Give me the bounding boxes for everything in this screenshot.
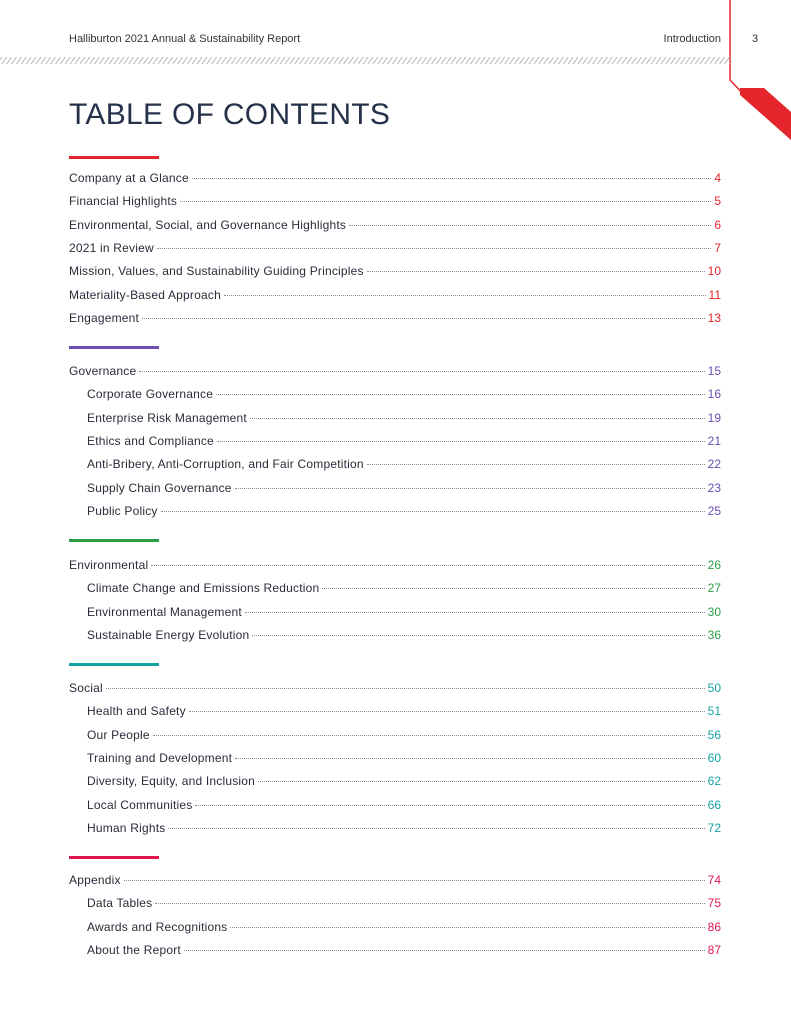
toc-entry-page-number: 5 <box>714 194 721 209</box>
toc-entry-label: Environmental <box>69 558 149 572</box>
toc-entry-label: Sustainable Energy Evolution <box>87 627 250 642</box>
toc-dot-leader <box>216 394 705 395</box>
toc-dot-leader <box>139 371 704 372</box>
toc-dot-leader <box>151 565 704 566</box>
toc-entry-label: Public Policy <box>87 503 158 518</box>
toc-entry[interactable] <box>69 558 721 576</box>
toc-dot-leader <box>142 318 705 319</box>
toc-dot-leader <box>258 781 705 782</box>
toc-entry-page-number: 86 <box>707 919 721 934</box>
toc-entry-page-number: 26 <box>707 558 721 572</box>
toc-entry[interactable] <box>87 920 721 938</box>
toc-entry[interactable] <box>87 434 721 452</box>
report-title: Halliburton 2021 Annual & Sustainability Report <box>69 33 301 45</box>
toc-entry-page-number: 66 <box>707 797 721 812</box>
toc-entry-label: Awards and Recognitions <box>87 919 228 934</box>
toc-entry-label: Governance <box>69 364 137 378</box>
toc-dot-leader <box>252 635 704 636</box>
toc-entry-label: Data Tables <box>87 896 153 911</box>
toc-entry[interactable] <box>87 728 721 746</box>
toc-entry-label: Training and Development <box>87 750 233 765</box>
intro-section-accent-bar <box>69 156 159 159</box>
toc-entry[interactable] <box>69 288 721 306</box>
toc-entry-label: Environmental Management <box>87 604 242 619</box>
toc-dot-leader <box>224 295 706 296</box>
toc-dot-leader <box>322 588 704 589</box>
toc-dot-leader <box>155 903 704 904</box>
toc-entry[interactable] <box>87 581 721 599</box>
toc-entry[interactable] <box>87 821 721 839</box>
toc-entry[interactable] <box>69 364 721 382</box>
toc-entry-page-number: 10 <box>707 264 721 279</box>
toc-entry-label: Ethics and Compliance <box>87 433 214 448</box>
toc-entry-page-number: 7 <box>714 240 721 255</box>
toc-entry[interactable] <box>69 241 721 259</box>
toc-entry-page-number: 62 <box>707 774 721 789</box>
toc-entry-label: Climate Change and Emissions Reduction <box>87 581 320 596</box>
toc-entry-label: About the Report <box>87 942 181 957</box>
toc-entry-page-number: 25 <box>707 503 721 518</box>
toc-dot-leader <box>184 950 705 951</box>
toc-entry-page-number: 19 <box>707 410 721 425</box>
toc-dot-leader <box>168 828 704 829</box>
toc-entry-label: Supply Chain Governance <box>87 480 232 495</box>
toc-dot-leader <box>349 225 711 226</box>
corner-accent-graphic <box>726 0 791 140</box>
toc-dot-leader <box>180 201 711 202</box>
toc-entry-label: Health and Safety <box>87 704 186 719</box>
toc-entry-page-number: 23 <box>707 480 721 495</box>
toc-dot-leader <box>230 927 704 928</box>
toc-dot-leader <box>192 178 711 179</box>
toc-entry-label: Company at a Glance <box>69 171 189 185</box>
page-title: TABLE OF CONTENTS <box>69 98 391 131</box>
toc-entry[interactable] <box>87 774 721 792</box>
section-name: Introduction <box>663 33 721 45</box>
toc-entry[interactable] <box>69 218 721 236</box>
toc-entry[interactable] <box>87 481 721 499</box>
toc-entry-label: Diversity, Equity, and Inclusion <box>87 774 256 789</box>
toc-dot-leader <box>189 711 705 712</box>
toc-entry-label: Local Communities <box>87 797 193 812</box>
social-section-accent-bar <box>69 663 159 666</box>
page-number: 3 <box>752 33 759 45</box>
toc-entry-label: Mission, Values, and Sustainability Guiding Principles <box>69 264 364 279</box>
toc-entry[interactable] <box>87 504 721 522</box>
toc-entry-page-number: 50 <box>707 681 721 695</box>
toc-dot-leader <box>195 805 704 806</box>
toc-dot-leader <box>161 511 705 512</box>
toc-entry-label: 2021 in Review <box>69 240 154 255</box>
toc-entry-label: Engagement <box>69 310 140 325</box>
toc-entry[interactable] <box>69 681 721 699</box>
toc-entry-page-number: 75 <box>707 896 721 911</box>
toc-dot-leader <box>367 464 705 465</box>
toc-entry[interactable] <box>69 264 721 282</box>
toc-dot-leader <box>250 418 705 419</box>
toc-entry-page-number: 87 <box>707 942 721 957</box>
toc-entry-page-number: 6 <box>714 217 721 232</box>
toc-entry[interactable] <box>69 194 721 212</box>
toc-entry-page-number: 13 <box>707 310 721 325</box>
toc-entry-page-number: 56 <box>707 727 721 742</box>
toc-dot-leader <box>217 441 705 442</box>
toc-entry-label: Financial Highlights <box>69 194 178 209</box>
toc-entry-page-number: 4 <box>714 171 721 185</box>
toc-entry-page-number: 74 <box>707 873 721 887</box>
toc-entry-label: Corporate Governance <box>87 387 214 402</box>
toc-entry[interactable] <box>69 873 721 891</box>
toc-entry[interactable] <box>87 943 721 961</box>
environmental-section-accent-bar <box>69 539 159 542</box>
toc-entry-label: Human Rights <box>87 820 166 835</box>
toc-entry[interactable] <box>87 457 721 475</box>
toc-entry-label: Our People <box>87 727 150 742</box>
toc-entry-page-number: 11 <box>708 287 721 302</box>
toc-entry-label: Environmental, Social, and Governance Highlights <box>69 217 347 232</box>
toc-entry-label: Appendix <box>69 873 121 887</box>
toc-dot-leader <box>124 880 705 881</box>
toc-dot-leader <box>245 612 705 613</box>
toc-entry-label: Social <box>69 681 103 695</box>
toc-entry-page-number: 36 <box>707 627 721 642</box>
toc-entry[interactable] <box>87 751 721 769</box>
toc-dot-leader <box>235 488 705 489</box>
toc-entry-page-number: 51 <box>707 704 721 719</box>
toc-entry[interactable] <box>69 311 721 329</box>
toc-entry-page-number: 22 <box>707 457 721 472</box>
toc-dot-leader <box>157 248 711 249</box>
toc-entry-page-number: 72 <box>707 820 721 835</box>
toc-entry[interactable] <box>87 628 721 646</box>
toc-entry-page-number: 15 <box>707 364 721 378</box>
toc-entry[interactable] <box>87 387 721 405</box>
governance-section-accent-bar <box>69 346 159 349</box>
toc-entry[interactable] <box>87 704 721 722</box>
toc-entry[interactable] <box>87 896 721 914</box>
header-hatch-divider <box>0 57 730 64</box>
toc-dot-leader <box>153 735 705 736</box>
toc-dot-leader <box>106 688 705 689</box>
toc-entry-page-number: 60 <box>707 750 721 765</box>
toc-entry-page-number: 27 <box>707 581 721 596</box>
toc-entry-label: Anti-Bribery, Anti-Corruption, and Fair Competition <box>87 457 364 472</box>
toc-entry[interactable] <box>87 411 721 429</box>
toc-dot-leader <box>367 271 705 272</box>
toc-entry-label: Enterprise Risk Management <box>87 410 247 425</box>
toc-dot-leader <box>235 758 705 759</box>
appendix-section-accent-bar <box>69 856 159 859</box>
toc-entry[interactable] <box>87 798 721 816</box>
toc-entry[interactable] <box>69 171 721 189</box>
toc-entry[interactable] <box>87 605 721 623</box>
toc-entry-page-number: 21 <box>707 433 721 448</box>
toc-entry-label: Materiality-Based Approach <box>69 287 221 302</box>
toc-entry-page-number: 30 <box>707 604 721 619</box>
toc-entry-page-number: 16 <box>707 387 721 402</box>
